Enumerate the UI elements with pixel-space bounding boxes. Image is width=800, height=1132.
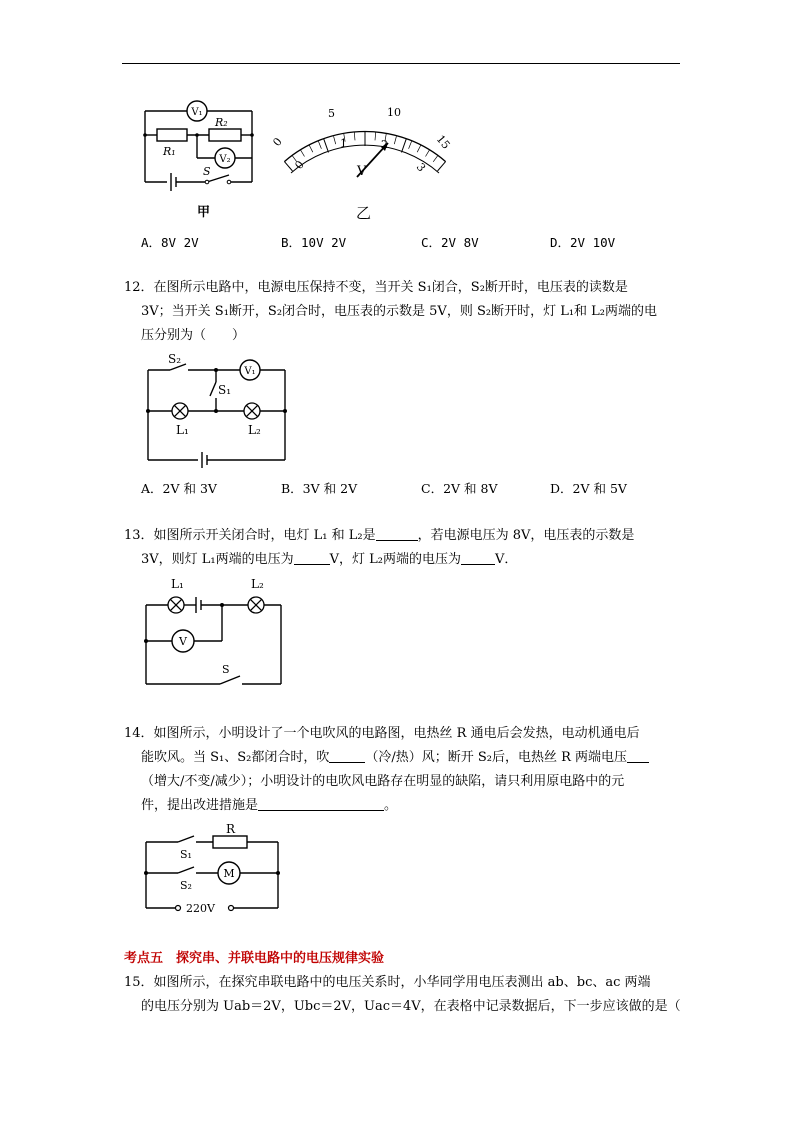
q12-option-d: D．2V 和 5V bbox=[550, 481, 627, 496]
q14-s1-label: S₁ bbox=[180, 848, 192, 861]
r2-label: R₂ bbox=[215, 116, 228, 129]
scale-bottom-3: 3 bbox=[413, 160, 429, 175]
q14-blank-1[interactable] bbox=[329, 748, 365, 763]
scale-bottom-2: 2 bbox=[381, 138, 388, 151]
q14-line-4: 件，提出改进措施是 。 bbox=[141, 798, 398, 813]
q14-circuit bbox=[138, 822, 288, 922]
figure-yi-meter-scale bbox=[270, 95, 460, 195]
q12-s2-label: S₂ bbox=[168, 352, 182, 366]
q12-l1-label: L₁ bbox=[176, 423, 189, 437]
q13-blank-1[interactable] bbox=[376, 526, 418, 541]
q13-blank-2[interactable] bbox=[294, 550, 330, 565]
q12-option-c: C．2V 和 8V bbox=[421, 481, 498, 496]
q12-v1-label: V₁ bbox=[244, 366, 256, 377]
q13-lamp-l2-icon bbox=[248, 597, 264, 613]
figure-jia-circuit bbox=[135, 95, 270, 195]
q13-line-2: 3V，则灯 L₁两端的电压为 V，灯 L₂两端的电压为 V． bbox=[141, 552, 518, 567]
q13-blank-3[interactable] bbox=[461, 550, 495, 565]
q14-s2-label: S₂ bbox=[180, 879, 192, 892]
q13-line-1: 13．如图所示开关闭合时，电灯 L₁ 和 L₂是 ，若电源电压为 8V，电压表的示数是 bbox=[124, 528, 635, 543]
scale-top-15: 15 bbox=[433, 132, 453, 152]
q14-line-3: （增大/不变/减少）；小明设计的电吹风电路存在明显的缺陷，请只利用原电路中的元 bbox=[141, 774, 625, 789]
q14-line-2: 能吹风。当 S₁、S₂都闭合时，吹 （冷/热）风；断开 S₂后，电热丝 R 两端电压 bbox=[141, 748, 649, 768]
scale-top-0: 0 bbox=[270, 135, 285, 149]
q11-option-a: A．8V 2V bbox=[141, 235, 199, 250]
q12-circuit bbox=[138, 350, 298, 470]
scale-top-5: 5 bbox=[328, 107, 335, 120]
meter-v-label: V bbox=[357, 164, 367, 179]
q12-option-b: B．3V 和 2V bbox=[281, 481, 358, 496]
q11-option-c: C．2V 8V bbox=[421, 235, 479, 250]
q13-v-label: V bbox=[179, 635, 187, 648]
q13-lamp-l1-icon bbox=[168, 597, 184, 613]
scale-bottom-1: 1 bbox=[340, 137, 347, 150]
q14-line-1: 14．如图所示，小明设计了一个电吹风的电路图，电热丝 R 通电后会发热，电动机通电后 bbox=[124, 726, 640, 741]
q15-line-2: 的电压分别为 Uab＝2V，Ubc＝2V，Uac＝4V，在表格中记录数据后，下一步应该做的是（ bbox=[141, 999, 681, 1014]
switch-s-label: S bbox=[203, 165, 211, 178]
source-220v-label: 220V bbox=[186, 902, 215, 915]
q14-blank-2[interactable] bbox=[627, 748, 649, 763]
scale-top-10: 10 bbox=[387, 106, 401, 119]
q12-l2-label: L₂ bbox=[248, 423, 261, 437]
r1-label: R₁ bbox=[163, 145, 176, 158]
q12-line-2: 3V；当开关 S₁断开，S₂闭合时，电压表的示数是 5V，则 S₂断开时，灯 L₁和 L₂两端的电 bbox=[141, 304, 658, 319]
q12-line-3: 压分别为（ ） bbox=[141, 328, 246, 343]
section-5-title: 考点五 探究串、并联电路中的电压规律实验 bbox=[124, 951, 385, 966]
v1-label: V₁ bbox=[191, 107, 203, 118]
q11-option-b: B．10V 2V bbox=[281, 235, 347, 250]
q12-s1-label: S₁ bbox=[218, 383, 232, 397]
q12-line-1: 12．在图所示电路中，电源电压保持不变，当开关 S₁闭合，S₂断开时，电压表的读数是 bbox=[124, 280, 628, 295]
q12-option-a: A．2V 和 3V bbox=[141, 481, 217, 496]
q12-lamp-l1-icon bbox=[172, 403, 188, 419]
motor-label: M bbox=[223, 867, 235, 880]
q11-option-d: D．2V 10V bbox=[550, 235, 616, 250]
heater-r-label: R bbox=[226, 822, 236, 836]
q13-circuit bbox=[138, 572, 288, 692]
figure-jia-caption: 甲 bbox=[197, 205, 211, 220]
q12-lamp-l2-icon bbox=[244, 403, 260, 419]
figure-yi-caption: 乙 bbox=[356, 204, 372, 222]
q13-l1-label: L₁ bbox=[171, 577, 184, 591]
q15-line-1: 15．如图所示，在探究串联电路中的电压关系时，小华同学用电压表测出 ab、bc、ac 两端 bbox=[124, 975, 651, 990]
header-rule bbox=[122, 63, 680, 64]
q13-s-label: S bbox=[222, 663, 230, 676]
scale-bottom-0: 0 bbox=[292, 158, 307, 172]
v2-label: V₂ bbox=[219, 154, 231, 165]
q14-blank-3[interactable] bbox=[258, 796, 384, 811]
q13-l2-label: L₂ bbox=[251, 577, 264, 591]
